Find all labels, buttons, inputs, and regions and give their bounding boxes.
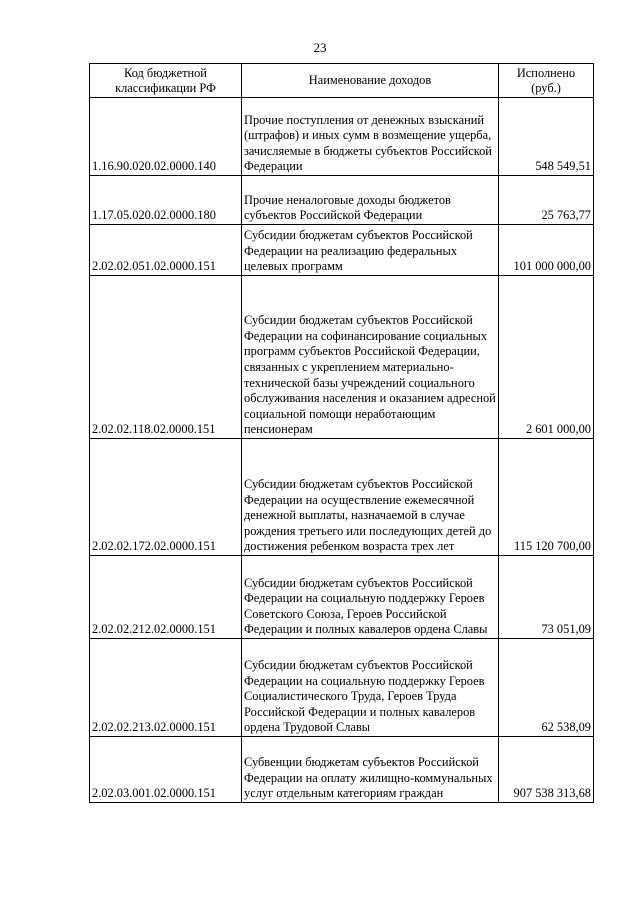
- table-header-row: [90, 64, 594, 98]
- table-row: [90, 737, 594, 803]
- amount-cell: 101 000 000,00: [499, 225, 594, 276]
- revenue-name-cell: Прочие поступления от денежных взысканий (штрафов) и иных сумм в возмещение ущерба, зачисляемые в бюджеты субъектов Российской Федерации: [242, 98, 499, 176]
- revenue-name-cell: Прочие неналоговые доходы бюджетов субъектов Российской Федерации: [242, 176, 499, 225]
- amount-cell: 115 120 700,00: [499, 439, 594, 556]
- table-row: [90, 225, 594, 276]
- header-code: Код бюджетной классификации РФ: [90, 64, 242, 98]
- table-row: [90, 639, 594, 737]
- budget-code-cell: 2.02.03.001.02.0000.151: [90, 737, 242, 803]
- amount-cell: 907 538 313,68: [499, 737, 594, 803]
- revenue-name-cell: Субсидии бюджетам субъектов Российской Федерации на социальную поддержку Героев Социалистического Труда, Героев Труда Российской Федерации и полных кавалеров ордена Трудовой Славы: [242, 639, 499, 737]
- revenue-name-cell: Субсидии бюджетам субъектов Российской Федерации на осуществление ежемесячной денежной выплаты, назначаемой в случае рождения третьего или последующих детей до достижения ребенком возраста трех лет: [242, 439, 499, 556]
- budget-code-cell: 2.02.02.212.02.0000.151: [90, 556, 242, 639]
- revenue-name-cell: Субсидии бюджетам субъектов Российской Федерации на социальную поддержку Героев Советского Союза, Героев Российской Федерации и полных кавалеров ордена Славы: [242, 556, 499, 639]
- amount-cell: 25 763,77: [499, 176, 594, 225]
- amount-cell: 73 051,09: [499, 556, 594, 639]
- header-name: Наименование доходов: [242, 64, 499, 98]
- budget-code-cell: 2.02.02.051.02.0000.151: [90, 225, 242, 276]
- budget-code-cell: 2.02.02.172.02.0000.151: [90, 439, 242, 556]
- budget-code-cell: 1.16.90.020.02.0000.140: [90, 98, 242, 176]
- budget-code-cell: 2.02.02.213.02.0000.151: [90, 639, 242, 737]
- budget-code-cell: 2.02.02.118.02.0000.151: [90, 276, 242, 439]
- revenue-name-cell: Субсидии бюджетам субъектов Российской Федерации на реализацию федеральных целевых программ: [242, 225, 499, 276]
- table-row: [90, 98, 594, 176]
- table-row: [90, 176, 594, 225]
- amount-cell: 2 601 000,00: [499, 276, 594, 439]
- budget-revenue-table: [89, 63, 594, 803]
- table-row: [90, 556, 594, 639]
- revenue-name-cell: Субсидии бюджетам субъектов Российской Федерации на софинансирование социальных программ субъектов Российской Федерации, связанных с укреплением материально-технической базы учреждений социального обслуживания населения и оказанием адресной социальной помощи неработающим пенсионерам: [242, 276, 499, 439]
- amount-cell: 548 549,51: [499, 98, 594, 176]
- budget-code-cell: 1.17.05.020.02.0000.180: [90, 176, 242, 225]
- page-number: 23: [313, 40, 327, 55]
- amount-cell: 62 538,09: [499, 639, 594, 737]
- header-amount: Исполнено (руб.): [499, 64, 594, 98]
- table-row: [90, 439, 594, 556]
- table-row: [90, 276, 594, 439]
- revenue-name-cell: Субвенции бюджетам субъектов Российской Федерации на оплату жилищно-коммунальных услуг отдельным категориям граждан: [242, 737, 499, 803]
